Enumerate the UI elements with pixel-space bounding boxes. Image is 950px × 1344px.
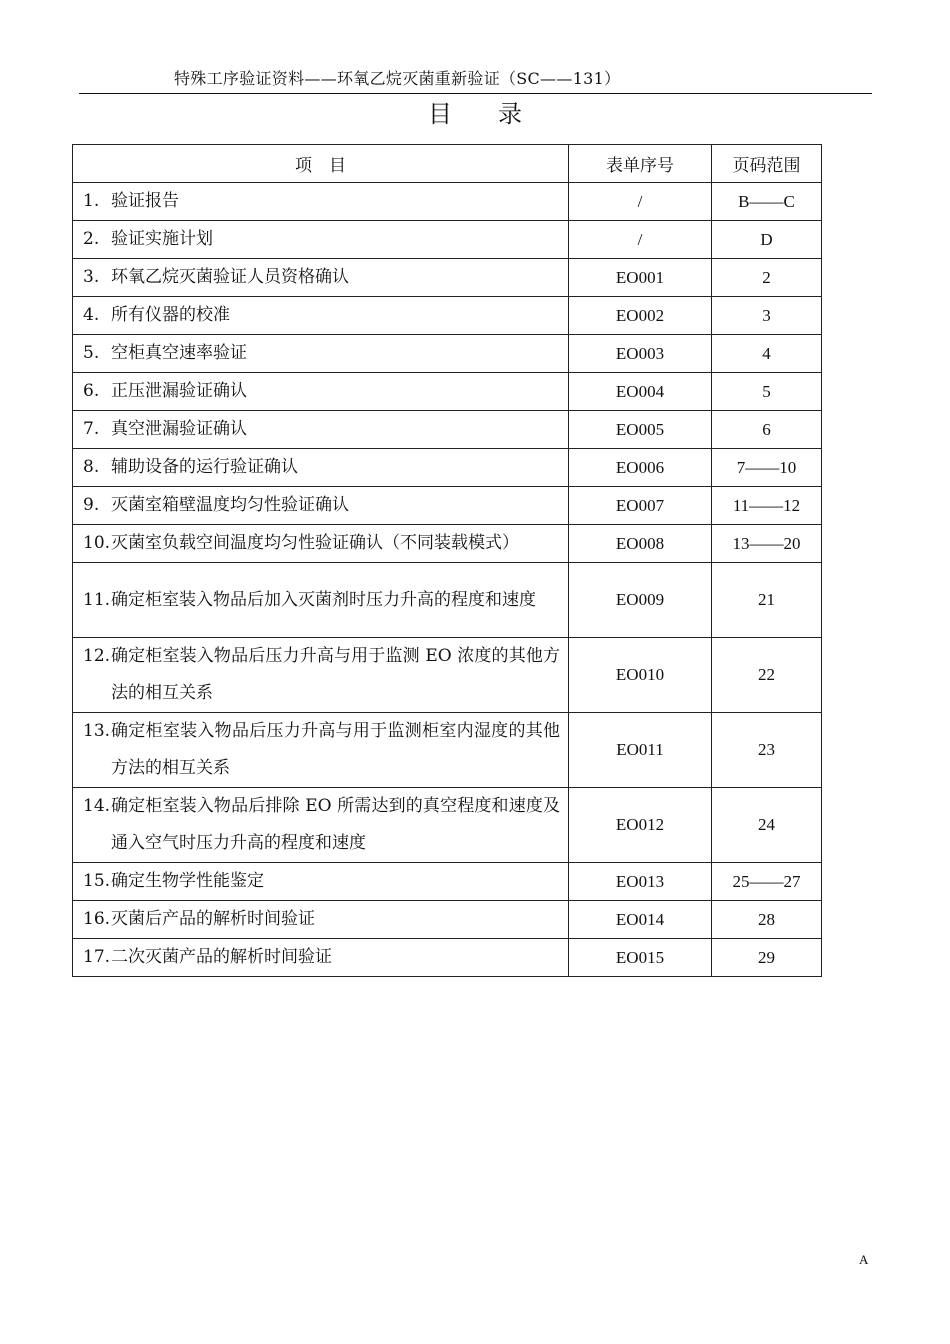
item-cell xyxy=(73,297,569,335)
item-cell xyxy=(73,411,569,449)
item-number: 12. xyxy=(83,646,111,666)
item-cell xyxy=(73,449,569,487)
item-number: 16. xyxy=(83,909,111,929)
item-cell xyxy=(73,373,569,411)
item-title: 真空泄漏验证确认 xyxy=(111,419,247,439)
form-number-cell: EO006 xyxy=(569,449,712,487)
page-range-cell: 11——12 xyxy=(712,487,822,525)
document-title: 目录 xyxy=(428,100,568,128)
item-cell xyxy=(73,713,569,788)
item-cell xyxy=(73,183,569,221)
page-range-cell: 21 xyxy=(712,563,822,638)
form-number-cell: EO008 xyxy=(569,525,712,563)
item-number: 4. xyxy=(83,305,100,325)
table-row xyxy=(73,638,822,713)
item-cell xyxy=(73,221,569,259)
item-number: 14. xyxy=(83,796,111,816)
table-row xyxy=(73,411,822,449)
table-row xyxy=(73,788,822,863)
table-header-row xyxy=(73,145,822,183)
item-number: 10. xyxy=(83,533,111,553)
item-title: 灭菌室箱壁温度均匀性验证确认 xyxy=(111,495,349,515)
item-cell xyxy=(73,525,569,563)
table-row xyxy=(73,939,822,977)
table-row xyxy=(73,259,822,297)
item-title: 确定柜室装入物品后排除 EO 所需达到的真空程度和速度及通入空气时压力升高的程度和速度 xyxy=(111,796,560,853)
page-range-cell: 2 xyxy=(712,259,822,297)
item-number: 11. xyxy=(83,589,111,610)
form-number-cell: EO005 xyxy=(569,411,712,449)
form-number-cell: EO013 xyxy=(569,863,712,901)
form-number-cell: EO009 xyxy=(569,563,712,638)
table-row xyxy=(73,863,822,901)
item-number: 2. xyxy=(83,229,100,249)
item-number: 15. xyxy=(83,871,111,891)
page-range-cell: 22 xyxy=(712,638,822,713)
item-title: 验证实施计划 xyxy=(111,229,213,249)
item-title: 确定生物学性能鉴定 xyxy=(111,871,264,891)
contents-table xyxy=(72,144,822,977)
item-cell xyxy=(73,487,569,525)
item-title: 所有仪器的校准 xyxy=(111,305,230,325)
form-number-cell: / xyxy=(569,183,712,221)
item-title: 灭菌后产品的解析时间验证 xyxy=(111,909,315,929)
page-marker: A xyxy=(859,1252,869,1267)
page-header: 特殊工序验证资料——环氧乙烷灭菌重新验证（SC——131） xyxy=(174,69,621,88)
page-range-cell: 24 xyxy=(712,788,822,863)
table-row xyxy=(73,221,822,259)
table-row xyxy=(73,183,822,221)
page-range-cell: 7——10 xyxy=(712,449,822,487)
page-range-cell: 4 xyxy=(712,335,822,373)
table-row xyxy=(73,373,822,411)
item-number: 5. xyxy=(83,343,100,363)
form-number-cell: EO010 xyxy=(569,638,712,713)
table-row xyxy=(73,713,822,788)
table-row xyxy=(73,901,822,939)
column-header-page-range: 页码范围 xyxy=(712,145,822,183)
item-number: 17. xyxy=(83,947,111,967)
page-range-cell: 25——27 xyxy=(712,863,822,901)
item-title: 确定柜室装入物品后压力升高与用于监测 EO 浓度的其他方法的相互关系 xyxy=(111,646,560,703)
item-number: 1. xyxy=(83,191,100,211)
item-title: 二次灭菌产品的解析时间验证 xyxy=(111,947,332,967)
page-range-cell: B——C xyxy=(712,183,822,221)
column-header-form-number: 表单序号 xyxy=(569,145,712,183)
column-header-item: 项 目 xyxy=(73,145,569,183)
item-title: 空柜真空速率验证 xyxy=(111,343,247,363)
item-cell xyxy=(73,638,569,713)
table-body xyxy=(73,183,822,977)
page-range-cell: 5 xyxy=(712,373,822,411)
item-number: 9. xyxy=(83,495,100,515)
form-number-cell: EO004 xyxy=(569,373,712,411)
item-number: 6. xyxy=(83,381,100,401)
item-title: 灭菌室负载空间温度均匀性验证确认（不同装载模式） xyxy=(111,533,519,553)
item-cell xyxy=(73,901,569,939)
page-range-cell: 3 xyxy=(712,297,822,335)
table-row xyxy=(73,335,822,373)
form-number-cell: EO003 xyxy=(569,335,712,373)
table-row xyxy=(73,449,822,487)
form-number-cell: EO011 xyxy=(569,713,712,788)
form-number-cell: EO014 xyxy=(569,901,712,939)
form-number-cell: EO001 xyxy=(569,259,712,297)
form-number-cell: EO002 xyxy=(569,297,712,335)
item-title: 确定柜室装入物品后加入灭菌剂时压力升高的程度和速度 xyxy=(111,589,536,610)
item-cell xyxy=(73,563,569,638)
item-title: 确定柜室装入物品后压力升高与用于监测柜室内湿度的其他方法的相互关系 xyxy=(111,721,560,778)
item-number: 3. xyxy=(83,267,100,287)
page-range-cell: D xyxy=(712,221,822,259)
item-title: 环氧乙烷灭菌验证人员资格确认 xyxy=(111,267,349,287)
item-number: 13. xyxy=(83,721,111,741)
form-number-cell: EO012 xyxy=(569,788,712,863)
item-title: 辅助设备的运行验证确认 xyxy=(111,457,298,477)
item-cell xyxy=(73,335,569,373)
item-number: 8. xyxy=(83,457,100,477)
item-title: 正压泄漏验证确认 xyxy=(111,381,247,401)
page-range-cell: 23 xyxy=(712,713,822,788)
item-title: 验证报告 xyxy=(111,191,179,211)
page-range-cell: 29 xyxy=(712,939,822,977)
table-row xyxy=(73,297,822,335)
form-number-cell: EO007 xyxy=(569,487,712,525)
item-number: 7. xyxy=(83,419,100,439)
table-row xyxy=(73,563,822,638)
item-cell xyxy=(73,939,569,977)
header-rule xyxy=(79,93,872,94)
page-range-cell: 28 xyxy=(712,901,822,939)
form-number-cell: / xyxy=(569,221,712,259)
table-row xyxy=(73,487,822,525)
page-range-cell: 13——20 xyxy=(712,525,822,563)
page-range-cell: 6 xyxy=(712,411,822,449)
item-cell xyxy=(73,863,569,901)
item-cell xyxy=(73,259,569,297)
item-cell xyxy=(73,788,569,863)
table-row xyxy=(73,525,822,563)
form-number-cell: EO015 xyxy=(569,939,712,977)
